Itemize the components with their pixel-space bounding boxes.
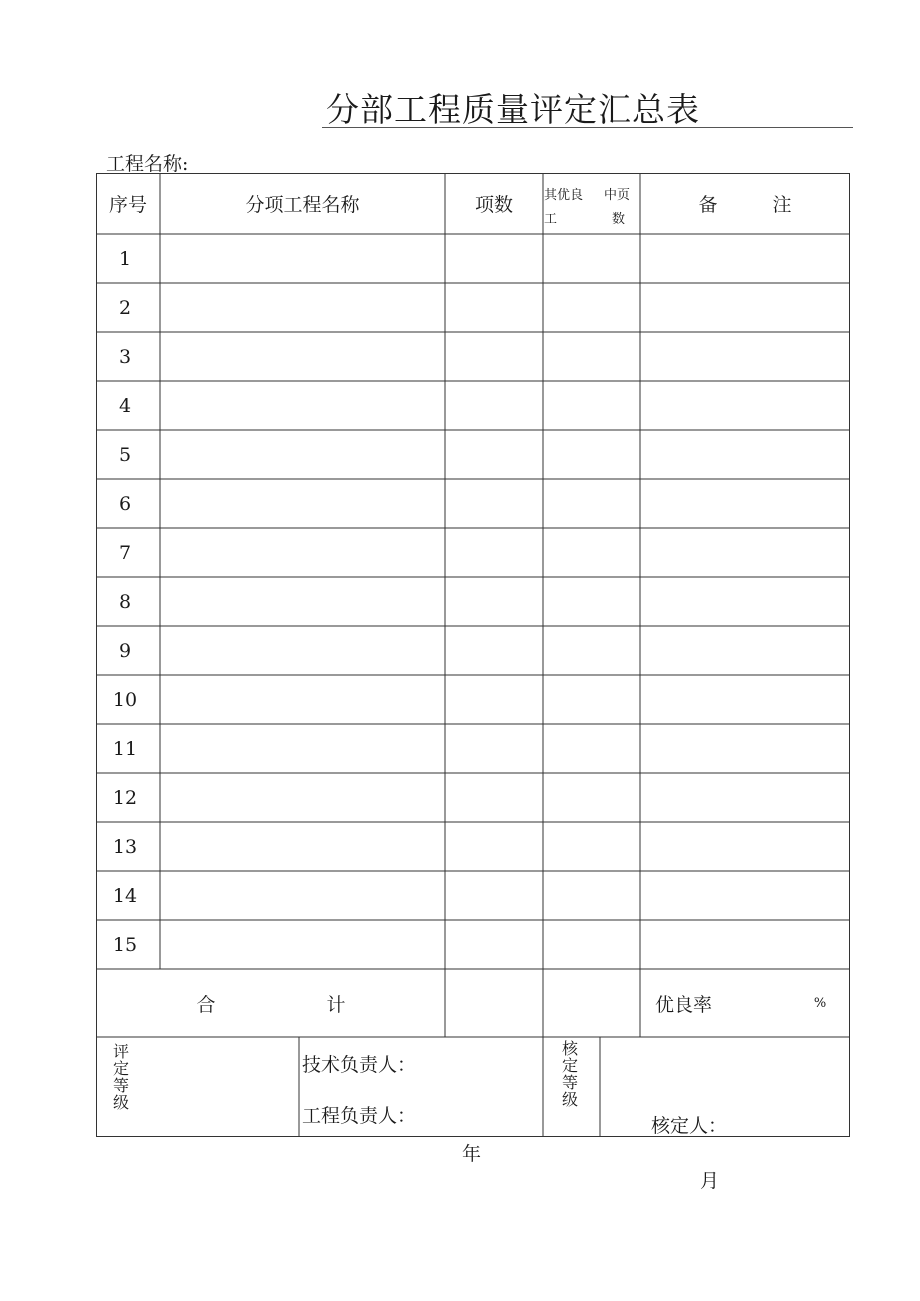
date-year: 年 — [462, 1143, 482, 1165]
page-title: 分部工程质量评定汇总表 — [326, 90, 700, 129]
evaluation-grade-label: 评定等级 — [112, 1042, 129, 1112]
row-number: 15 — [112, 933, 138, 956]
row-number: 9 — [118, 639, 132, 662]
tech-lead-label: 技术负责人： — [302, 1054, 417, 1076]
header-excellent-part2: 中页 — [604, 187, 631, 203]
row-number: 5 — [118, 443, 132, 466]
project-name-label: 工程名称: — [106, 153, 189, 175]
header-count: 项数 — [474, 194, 513, 216]
total-label-part2: 计 — [326, 993, 346, 1016]
row-number: 4 — [118, 394, 132, 417]
row-number: 3 — [118, 345, 132, 368]
excellent-rate-label: 优良率 — [655, 993, 713, 1016]
header-excellent-part3: 工 — [544, 211, 558, 227]
title-underline — [322, 127, 853, 128]
row-number: 14 — [112, 884, 138, 907]
header-seq: 序号 — [108, 194, 147, 216]
row-number: 7 — [118, 541, 132, 564]
row-number: 12 — [112, 786, 138, 809]
header-item-name: 分项工程名称 — [245, 194, 360, 216]
row-number: 8 — [118, 590, 132, 613]
verifier-label: 核定人： — [651, 1115, 728, 1137]
row-number: 6 — [118, 492, 132, 515]
row-number: 2 — [118, 296, 132, 319]
summary-table — [96, 173, 850, 1137]
row-number: 10 — [112, 688, 138, 711]
row-number: 13 — [112, 835, 138, 858]
date-month: 月 — [700, 1170, 720, 1192]
row-number: 1 — [118, 247, 132, 270]
header-remark-part2: 注 — [772, 194, 792, 216]
total-label-part1: 合 — [196, 993, 216, 1016]
verify-grade-label: 核定等级 — [561, 1039, 578, 1109]
project-lead-label: 工程负责人： — [302, 1105, 417, 1127]
percent-sign: % — [813, 995, 827, 1011]
header-excellent-part4: 数 — [612, 211, 626, 227]
header-remark-part1: 备 — [698, 194, 718, 216]
header-excellent-part1: 其优良 — [544, 187, 584, 203]
row-number: 11 — [112, 737, 138, 760]
